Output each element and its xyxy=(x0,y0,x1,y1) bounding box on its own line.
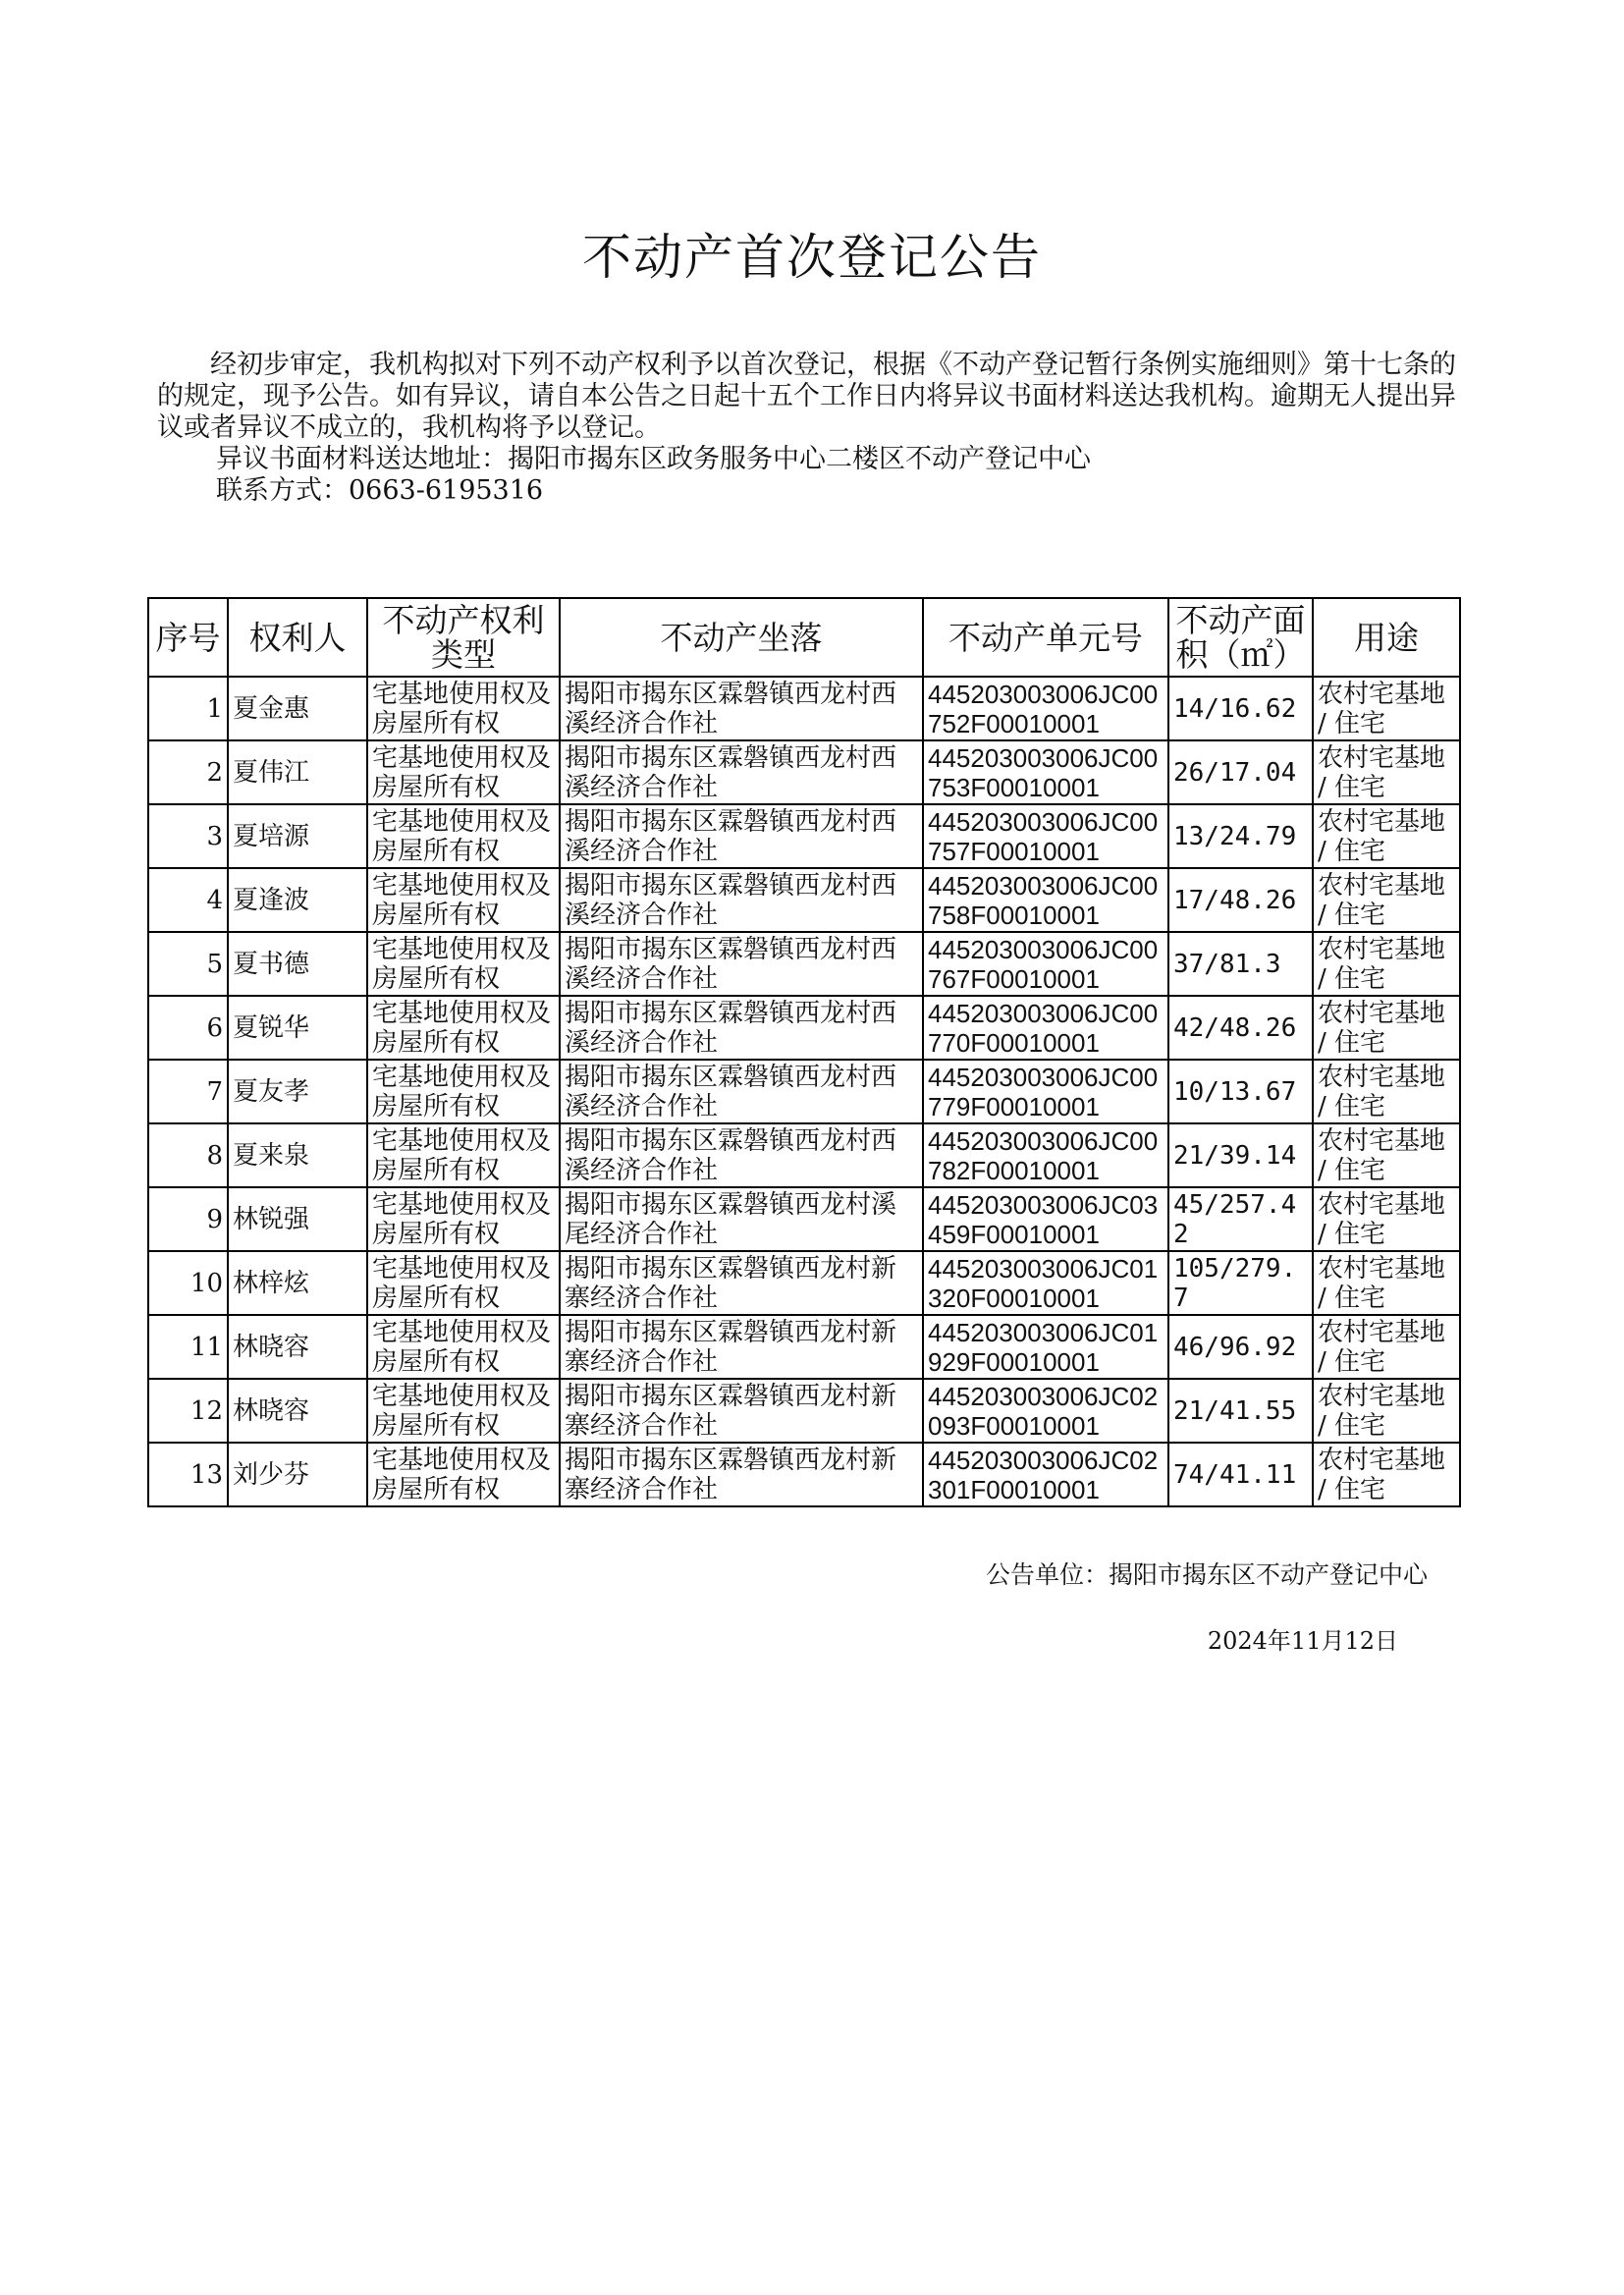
cell-use: 农村宅基地 / 住宅 xyxy=(1313,1187,1460,1251)
cell-area: 46/96.92 xyxy=(1168,1315,1313,1379)
cell-owner: 夏金惠 xyxy=(228,677,367,740)
cell-area: 42/48.26 xyxy=(1168,996,1313,1060)
cell-type: 宅基地使用权及房屋所有权 xyxy=(367,1251,560,1315)
cell-area: 21/41.55 xyxy=(1168,1379,1313,1443)
cell-owner: 夏伟江 xyxy=(228,740,367,804)
cell-location: 揭阳市揭东区霖磐镇西龙村新寨经济合作社 xyxy=(560,1251,923,1315)
cell-use: 农村宅基地 / 住宅 xyxy=(1313,1443,1460,1506)
table-row xyxy=(148,740,1460,804)
cell-seq: 1 xyxy=(148,677,228,740)
table-row xyxy=(148,1123,1460,1187)
cell-location: 揭阳市揭东区霖磐镇西龙村西溪经济合作社 xyxy=(560,740,923,804)
table-row xyxy=(148,1379,1460,1443)
cell-unit: 445203003006JC00757F00010001 xyxy=(923,804,1168,868)
cell-owner: 夏锐华 xyxy=(228,996,367,1060)
announcement-date: 2024年11月12日 xyxy=(1207,1627,1398,1655)
cell-location: 揭阳市揭东区霖磐镇西龙村西溪经济合作社 xyxy=(560,804,923,868)
cell-type: 宅基地使用权及房屋所有权 xyxy=(367,1123,560,1187)
cell-seq: 10 xyxy=(148,1251,228,1315)
cell-unit: 445203003006JC00753F00010001 xyxy=(923,740,1168,804)
cell-location: 揭阳市揭东区霖磐镇西龙村西溪经济合作社 xyxy=(560,996,923,1060)
cell-type: 宅基地使用权及房屋所有权 xyxy=(367,932,560,996)
cell-location: 揭阳市揭东区霖磐镇西龙村西溪经济合作社 xyxy=(560,1123,923,1187)
table-header-row xyxy=(148,598,1460,677)
cell-seq: 12 xyxy=(148,1379,228,1443)
notice-intro xyxy=(157,350,1463,507)
cell-seq: 3 xyxy=(148,804,228,868)
cell-area: 17/48.26 xyxy=(1168,868,1313,932)
header-area: 不动产面积（㎡） xyxy=(1168,598,1313,677)
cell-unit: 445203003006JC00779F00010001 xyxy=(923,1060,1168,1123)
cell-location: 揭阳市揭东区霖磐镇西龙村西溪经济合作社 xyxy=(560,932,923,996)
table-row xyxy=(148,996,1460,1060)
cell-use: 农村宅基地 / 住宅 xyxy=(1313,1251,1460,1315)
cell-seq: 2 xyxy=(148,740,228,804)
cell-seq: 11 xyxy=(148,1315,228,1379)
cell-seq: 7 xyxy=(148,1060,228,1123)
cell-type: 宅基地使用权及房屋所有权 xyxy=(367,1315,560,1379)
cell-seq: 4 xyxy=(148,868,228,932)
cell-type: 宅基地使用权及房屋所有权 xyxy=(367,677,560,740)
cell-seq: 8 xyxy=(148,1123,228,1187)
cell-unit: 445203003006JC00752F00010001 xyxy=(923,677,1168,740)
page-title: 不动产首次登记公告 xyxy=(582,229,1042,286)
cell-type: 宅基地使用权及房屋所有权 xyxy=(367,1060,560,1123)
cell-unit: 445203003006JC02301F00010001 xyxy=(923,1443,1168,1506)
cell-location: 揭阳市揭东区霖磐镇西龙村西溪经济合作社 xyxy=(560,868,923,932)
cell-owner: 夏来泉 xyxy=(228,1123,367,1187)
cell-owner: 夏友孝 xyxy=(228,1060,367,1123)
cell-unit: 445203003006JC00758F00010001 xyxy=(923,868,1168,932)
header-seq: 序号 xyxy=(148,598,228,677)
intro-paragraph: 经初步审定，我机构拟对下列不动产权利予以首次登记，根据《不动产登记暂行条例实施细则》第十七条的的规定，现予公告。如有异议，请自本公告之日起十五个工作日内将异议书面材料送达我机构。逾期无人提出异议或者异议不成立的，我机构将予以登记。 xyxy=(157,350,1456,443)
cell-type: 宅基地使用权及房屋所有权 xyxy=(367,1187,560,1251)
cell-area: 21/39.14 xyxy=(1168,1123,1313,1187)
cell-type: 宅基地使用权及房屋所有权 xyxy=(367,740,560,804)
cell-seq: 13 xyxy=(148,1443,228,1506)
cell-seq: 6 xyxy=(148,996,228,1060)
cell-use: 农村宅基地 / 住宅 xyxy=(1313,932,1460,996)
cell-seq: 9 xyxy=(148,1187,228,1251)
cell-type: 宅基地使用权及房屋所有权 xyxy=(367,996,560,1060)
cell-unit: 445203003006JC03459F00010001 xyxy=(923,1187,1168,1251)
header-unit: 不动产单元号 xyxy=(923,598,1168,677)
objection-address: 异议书面材料送达地址：揭阳市揭东区政务服务中心二楼区不动产登记中心 xyxy=(216,444,1091,474)
cell-owner: 夏逢波 xyxy=(228,868,367,932)
header-owner: 权利人 xyxy=(228,598,367,677)
cell-owner: 林晓容 xyxy=(228,1315,367,1379)
cell-use: 农村宅基地 / 住宅 xyxy=(1313,1060,1460,1123)
cell-location: 揭阳市揭东区霖磐镇西龙村新寨经济合作社 xyxy=(560,1315,923,1379)
table-row xyxy=(148,804,1460,868)
header-type: 不动产权利类型 xyxy=(367,598,560,677)
cell-unit: 445203003006JC01320F00010001 xyxy=(923,1251,1168,1315)
cell-owner: 夏书德 xyxy=(228,932,367,996)
table-row xyxy=(148,1315,1460,1379)
cell-location: 揭阳市揭东区霖磐镇西龙村西溪经济合作社 xyxy=(560,1060,923,1123)
contact-info: 联系方式：0663-6195316 xyxy=(216,475,544,506)
cell-area: 10/13.67 xyxy=(1168,1060,1313,1123)
cell-use: 农村宅基地 / 住宅 xyxy=(1313,1123,1460,1187)
cell-area: 45/257.42 xyxy=(1168,1187,1313,1251)
cell-use: 农村宅基地 / 住宅 xyxy=(1313,740,1460,804)
table-row xyxy=(148,1251,1460,1315)
cell-area: 74/41.11 xyxy=(1168,1443,1313,1506)
cell-seq: 5 xyxy=(148,932,228,996)
cell-type: 宅基地使用权及房屋所有权 xyxy=(367,1379,560,1443)
cell-type: 宅基地使用权及房屋所有权 xyxy=(367,804,560,868)
announcing-unit: 公告单位：揭阳市揭东区不动产登记中心 xyxy=(985,1560,1428,1589)
cell-area: 105/279.7 xyxy=(1168,1251,1313,1315)
cell-use: 农村宅基地 / 住宅 xyxy=(1313,1379,1460,1443)
header-location: 不动产坐落 xyxy=(560,598,923,677)
cell-type: 宅基地使用权及房屋所有权 xyxy=(367,868,560,932)
cell-owner: 夏培源 xyxy=(228,804,367,868)
cell-area: 13/24.79 xyxy=(1168,804,1313,868)
cell-use: 农村宅基地 / 住宅 xyxy=(1313,996,1460,1060)
table-row xyxy=(148,677,1460,740)
table-row xyxy=(148,1443,1460,1506)
cell-unit: 445203003006JC02093F00010001 xyxy=(923,1379,1168,1443)
cell-location: 揭阳市揭东区霖磐镇西龙村西溪经济合作社 xyxy=(560,677,923,740)
cell-unit: 445203003006JC00767F00010001 xyxy=(923,932,1168,996)
cell-use: 农村宅基地 / 住宅 xyxy=(1313,677,1460,740)
cell-area: 14/16.62 xyxy=(1168,677,1313,740)
cell-area: 26/17.04 xyxy=(1168,740,1313,804)
cell-unit: 445203003006JC01929F00010001 xyxy=(923,1315,1168,1379)
cell-owner: 林梓炫 xyxy=(228,1251,367,1315)
table-row xyxy=(148,1060,1460,1123)
table-row xyxy=(148,1187,1460,1251)
cell-owner: 林晓容 xyxy=(228,1379,367,1443)
cell-type: 宅基地使用权及房屋所有权 xyxy=(367,1443,560,1506)
cell-use: 农村宅基地 / 住宅 xyxy=(1313,1315,1460,1379)
cell-owner: 刘少芬 xyxy=(228,1443,367,1506)
cell-use: 农村宅基地 / 住宅 xyxy=(1313,868,1460,932)
cell-area: 37/81.3 xyxy=(1168,932,1313,996)
registration-table xyxy=(147,597,1461,1507)
cell-unit: 445203003006JC00770F00010001 xyxy=(923,996,1168,1060)
cell-location: 揭阳市揭东区霖磐镇西龙村溪尾经济合作社 xyxy=(560,1187,923,1251)
header-use: 用途 xyxy=(1313,598,1460,677)
table-row xyxy=(148,868,1460,932)
cell-use: 农村宅基地 / 住宅 xyxy=(1313,804,1460,868)
table-row xyxy=(148,932,1460,996)
cell-unit: 445203003006JC00782F00010001 xyxy=(923,1123,1168,1187)
cell-owner: 林锐强 xyxy=(228,1187,367,1251)
cell-location: 揭阳市揭东区霖磐镇西龙村新寨经济合作社 xyxy=(560,1443,923,1506)
cell-location: 揭阳市揭东区霖磐镇西龙村新寨经济合作社 xyxy=(560,1379,923,1443)
